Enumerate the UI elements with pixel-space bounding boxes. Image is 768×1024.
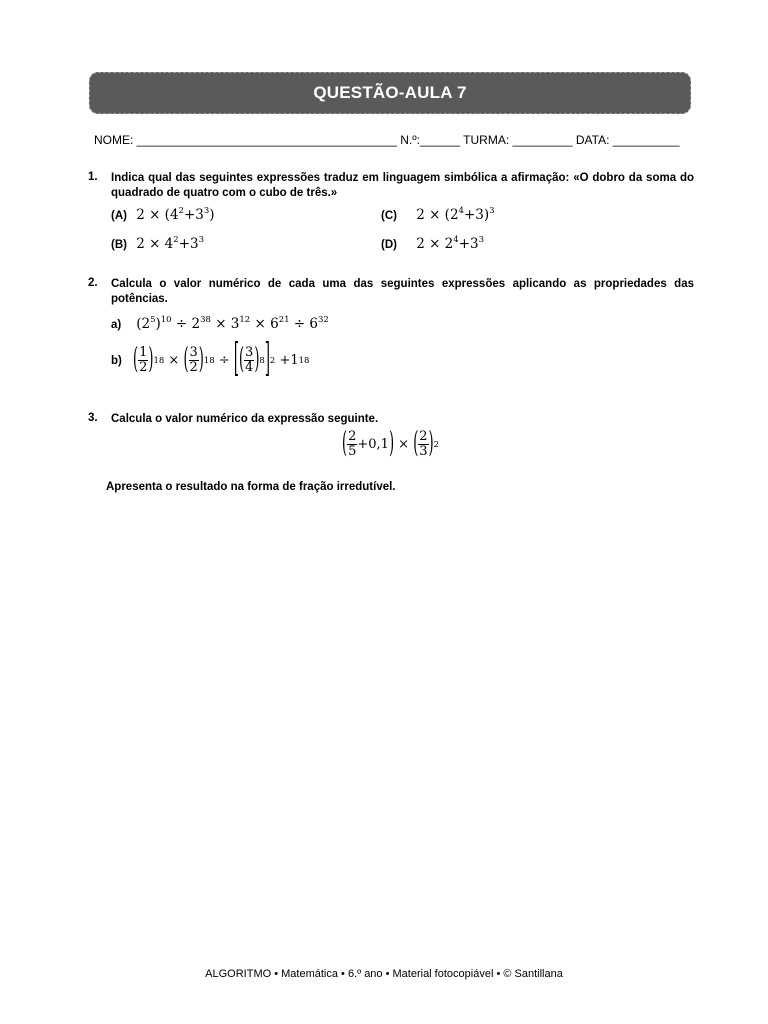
item-label: b): [111, 354, 122, 367]
title-banner: [89, 72, 691, 114]
option-a-expression: $2 \times (4^2+3^3)$: [136, 206, 215, 223]
option-a: [111, 207, 215, 223]
option-label: (A): [111, 210, 127, 222]
item-b-expression: ( 1 2 ) 18 × ( 3 2 ) 18 ÷ [ ( 3 4 ) 8 ] 2 +1 18: [133, 338, 310, 383]
question-2: [88, 277, 694, 307]
question-number: 3.: [88, 412, 98, 424]
student-id-line: NOME: _______________________________________ N.º:______ TURMA: _________ DATA: __________: [94, 133, 680, 147]
option-label: (D): [381, 239, 397, 251]
page-title: QUESTÃO-AULA 7: [313, 83, 467, 102]
option-b-expression: $2 \times 4^2+3^3$: [136, 235, 205, 252]
item-label: a): [111, 319, 122, 331]
question-3-note: Apresenta o resultado na forma de fração irredutível.: [106, 481, 396, 493]
page-footer: ALGORITMO • Matemática • 6.º ano • Material fotocopiável • © Santillana: [205, 968, 563, 980]
item-b: [111, 338, 310, 383]
question-number: 2.: [88, 277, 98, 289]
question-number: 1.: [88, 171, 98, 183]
question-1: [88, 171, 694, 201]
option-d: [381, 236, 484, 252]
question-3: [88, 412, 694, 427]
question-text: Indica qual das seguintes expressões traduz em linguagem simbólica a afirmação: «O dobro da soma do quadrado de quatro com o cubo de três.»: [111, 172, 694, 199]
option-label: (C): [381, 210, 397, 222]
question-3-expression: ( 2 5 +0,1 ) × ( 2 3 ) 2: [342, 428, 440, 461]
option-label: (B): [111, 239, 127, 251]
option-c: [381, 207, 495, 223]
question-text: Calcula o valor numérico da expressão seguinte.: [111, 413, 379, 425]
option-d-expression: $2 \times 2^4+3^3$: [416, 235, 485, 252]
item-a-expression: $(2^5)^{10} \div 2^{38} \times 3^{12} \times 6^{21} \div 6^{32}$: [136, 315, 329, 332]
option-c-expression: $2 \times (2^4+3)^3$: [416, 206, 495, 223]
question-text: Calcula o valor numérico de cada uma das seguintes expressões aplicando as propriedades das potências.: [111, 278, 694, 305]
option-b: [111, 236, 204, 252]
item-a: [111, 316, 329, 332]
